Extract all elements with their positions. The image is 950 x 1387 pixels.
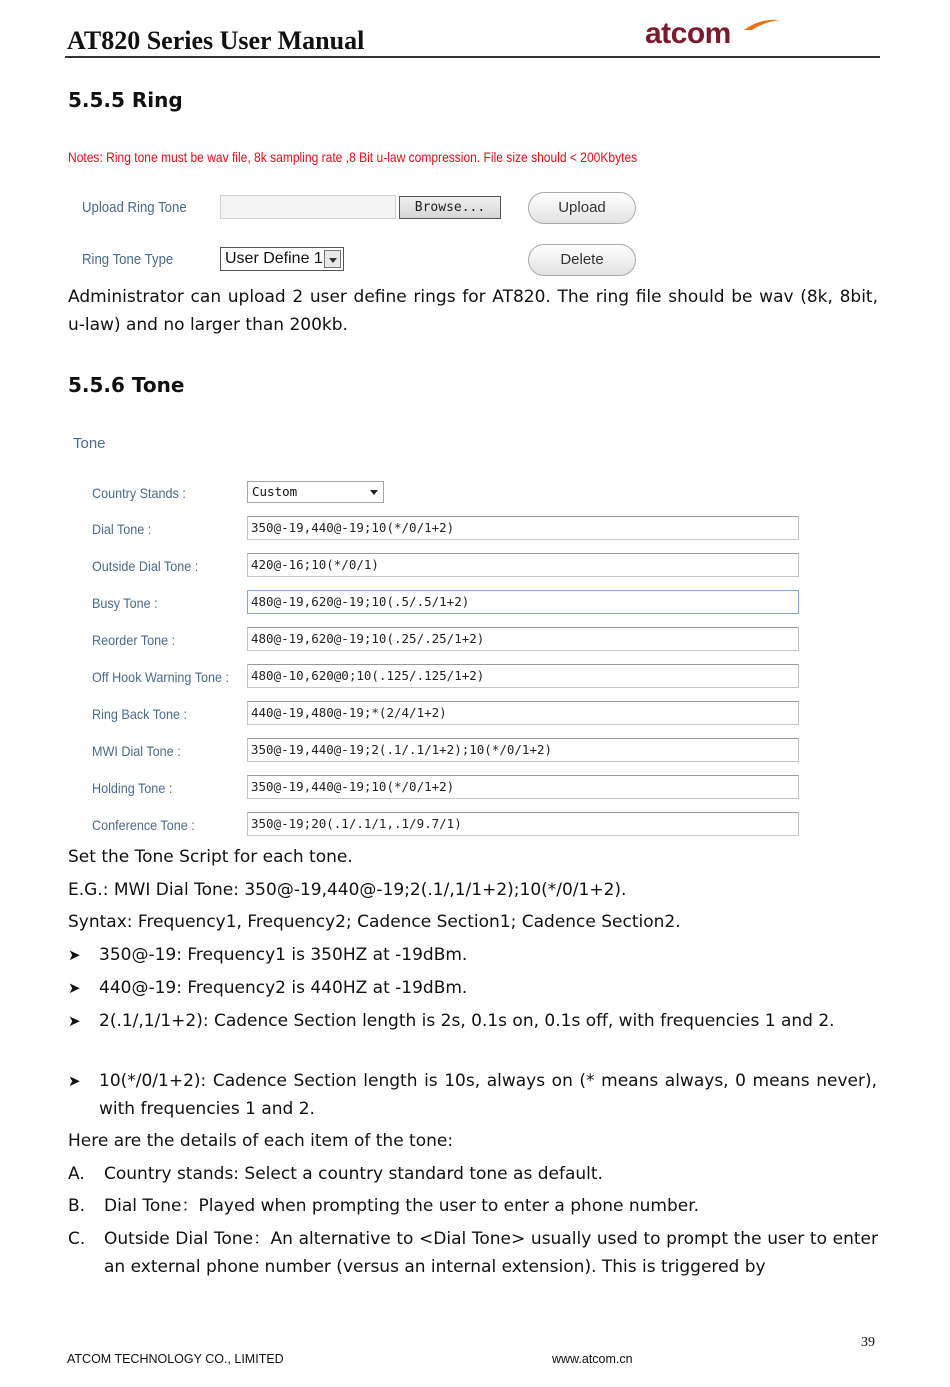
ring-section-heading: 5.5.5 Ring [68,88,183,112]
set-tone-script-text: Set the Tone Script for each tone. [68,847,353,867]
chevron-down-icon[interactable] [324,250,341,268]
detail-letter: C. [68,1229,86,1249]
tone-panel-title: Tone [73,435,106,452]
holding-tone-label: Holding Tone : [92,780,173,796]
dial-tone-input[interactable]: 350@-19,440@-19;10(*/0/1+2) [247,516,799,540]
detail-letter: B. [68,1196,86,1216]
bullet-item: 2(.1/,1/1+2): Cadence Section length is 2s, 0.1s on, 0.1s off, with frequencies 1 and 2. [99,1011,835,1031]
ring-file-field[interactable] [220,195,396,219]
ring-back-tone-input[interactable]: 440@-19,480@-19;*(2/4/1+2) [247,701,799,725]
ring-tone-type-value: User Define 1 [225,250,323,267]
off-hook-warning-tone-input[interactable]: 480@-10,620@0;10(.125/.125/1+2) [247,664,799,688]
syntax-text: Syntax: Frequency1, Frequency2; Cadence Section1; Cadence Section2. [68,912,681,932]
bullet-arrow-icon: ➤ [68,1072,81,1090]
details-intro: Here are the details of each item of the tone: [68,1131,454,1151]
mwi-dial-tone-label: MWI Dial Tone : [92,743,181,759]
off-hook-warning-tone-label: Off Hook Warning Tone : [92,669,230,685]
ring-back-tone-label: Ring Back Tone : [92,706,188,722]
upload-ring-tone-label: Upload Ring Tone [82,199,187,216]
busy-tone-label: Busy Tone : [92,595,158,611]
reorder-tone-label: Reorder Tone : [92,632,176,648]
conference-tone-label: Conference Tone : [92,817,195,833]
header-divider [65,56,880,58]
conference-tone-input[interactable]: 350@-19;20(.1/.1/1,.1/9.7/1) [247,812,799,836]
detail-item: Outside Dial Tone：An alternative to <Dial Tone> usually used to prompt the user to enter an external phone number (versus an internal extension). This is triggered by [104,1229,878,1277]
country-stands-select[interactable]: Custom [247,481,384,503]
example-text: E.G.: MWI Dial Tone: 350@-19,440@-19;2(.1/,1/1+2);10(*/0/1+2). [68,880,627,900]
outside-dial-tone-label: Outside Dial Tone : [92,558,199,574]
detail-letter: A. [68,1164,85,1184]
manual-title: AT820 Series User Manual [67,26,365,55]
country-stands-label: Country Stands : [92,485,186,501]
tone-section-heading: 5.5.6 Tone [68,373,185,397]
ring-tone-note: Notes: Ring tone must be wav file, 8k sampling rate ,8 Bit u-law compression. File size should < 200Kbytes [68,149,638,165]
dial-tone-label: Dial Tone : [92,521,152,537]
bullet-arrow-icon: ➤ [68,979,81,997]
page-number: 39 [861,1335,875,1350]
bullet-item: 440@-19: Frequency2 is 440HZ at -19dBm. [99,978,468,998]
browse-button[interactable]: Browse... [399,196,501,219]
bullet-arrow-icon: ➤ [68,946,81,964]
logo-flame-icon [742,18,782,32]
upload-button[interactable]: Upload [528,192,636,224]
detail-item: Dial Tone：Played when prompting the user to enter a phone number. [104,1196,700,1216]
busy-tone-input[interactable]: 480@-19,620@-19;10(.5/.5/1+2) [247,590,799,614]
ring-tone-type-select[interactable] [220,247,344,271]
ring-description: Administrator can upload 2 user define rings for AT820. The ring file should be wav (8k, 8bit, u-law) and no larger than 200kb. [68,287,878,335]
delete-button[interactable]: Delete [528,244,636,276]
outside-dial-tone-input[interactable]: 420@-16;10(*/0/1) [247,553,799,577]
detail-item: Country stands: Select a country standard tone as default. [104,1164,603,1184]
bullet-item: 10(*/0/1+2): Cadence Section length is 10s, always on (* means always, 0 means never), with frequencies 1 and 2. [99,1071,877,1119]
footer-company: ATCOM TECHNOLOGY CO., LIMITED [67,1352,284,1366]
reorder-tone-input[interactable]: 480@-19,620@-19;10(.25/.25/1+2) [247,627,799,651]
footer-website: www.atcom.cn [552,1352,633,1366]
ring-tone-type-label: Ring Tone Type [82,251,174,268]
bullet-arrow-icon: ➤ [68,1012,81,1030]
holding-tone-input[interactable]: 350@-19,440@-19;10(*/0/1+2) [247,775,799,799]
bullet-item: 350@-19: Frequency1 is 350HZ at -19dBm. [99,945,468,965]
mwi-dial-tone-input[interactable]: 350@-19,440@-19;2(.1/.1/1+2);10(*/0/1+2) [247,738,799,762]
atcom-logo: atcom [645,17,731,50]
